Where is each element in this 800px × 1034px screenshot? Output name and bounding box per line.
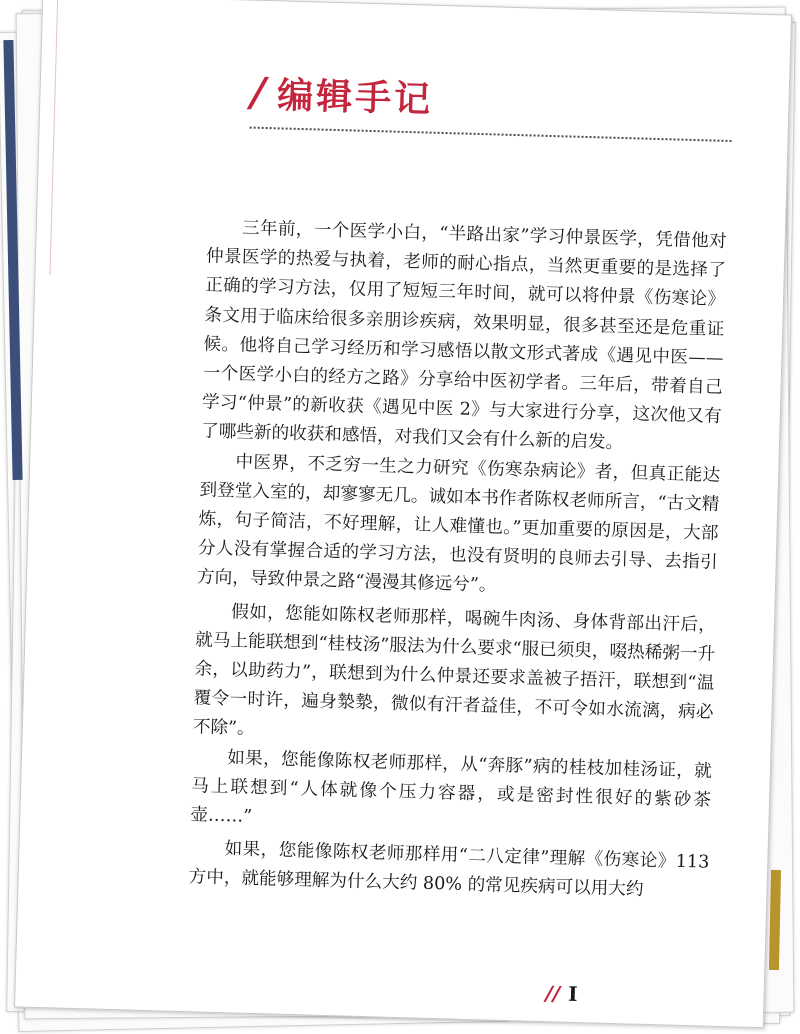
folio-mark: // xyxy=(545,981,561,1006)
page-number: I xyxy=(567,981,578,1007)
paragraph: 如果，您能像陈权老师那样，从“奔豚”病的桂枝加桂汤证，就马上联想到“人体就像个压力容器，或是密封性很好的紫砂茶壶……” xyxy=(190,747,713,827)
cover-edge xyxy=(769,870,781,970)
paragraph: 如果，您能像陈权老师那样用“二八定律”理解《伤寒论》113 方中，就能够理解为什么大约 80% 的常见疾病可以用大约 xyxy=(188,839,710,901)
heading-slash-mark: / xyxy=(245,69,271,116)
book-page xyxy=(14,0,792,1028)
margin-rule xyxy=(49,0,58,275)
heading-title: 编辑手记 xyxy=(276,75,434,121)
paragraph: 三年前，一个医学小白，“半路出家”学习仲景医学，凭借他对仲景医学的热爱与执着，老师的耐心指点，当然更重要的是选择了正确的学习方法，仅用了短短三年时间，就可以将仲景《伤寒论》条文用于临床给很多亲朋诊疾病，效果明显，很多甚至还是危重证候。他将自己学习经历和学习感悟以散文形式著成《遇见中医——一个医学小白的经方之路》分享给中医初学者。三年后，带着自己学习“仲景”的新收获《遇见中医 2》与大家进行分享，这次他又有了哪些新的收获和感悟，对我们又会有什么新的启发。 xyxy=(200,218,727,454)
paragraph: 假如，您能如陈权老师那样，喝碗牛肉汤、身体背部出汗后，就马上能联想到“桂枝汤”服法为什么要求“服已须臾，啜热稀粥一升余，以助药力”，联想到为什么仲景还要求盖被子捂汗，联想到“温覆令一时许，遍身漐漐，微似有汗者益佳，不可令如水流漓，病必不除”。 xyxy=(192,601,717,740)
section-heading xyxy=(245,67,434,123)
paragraph: 中医界，不乏穷一生之力研究《伤寒杂病论》者，但真正能达到登堂入室的，却寥寥无几。诚如本书作者陈权老师所言，“古文精炼，句子简洁，不好理解，让人难懂也。”更加重要的原因是，大部分人没有掌握合适的学习方法，也没有贤明的良师去引导、去指引方向，导致仲景之路“漫漫其修远兮”。 xyxy=(196,451,721,597)
page-folio xyxy=(545,981,578,1006)
body-text xyxy=(188,213,727,907)
heading-dotted-rule xyxy=(250,127,732,142)
